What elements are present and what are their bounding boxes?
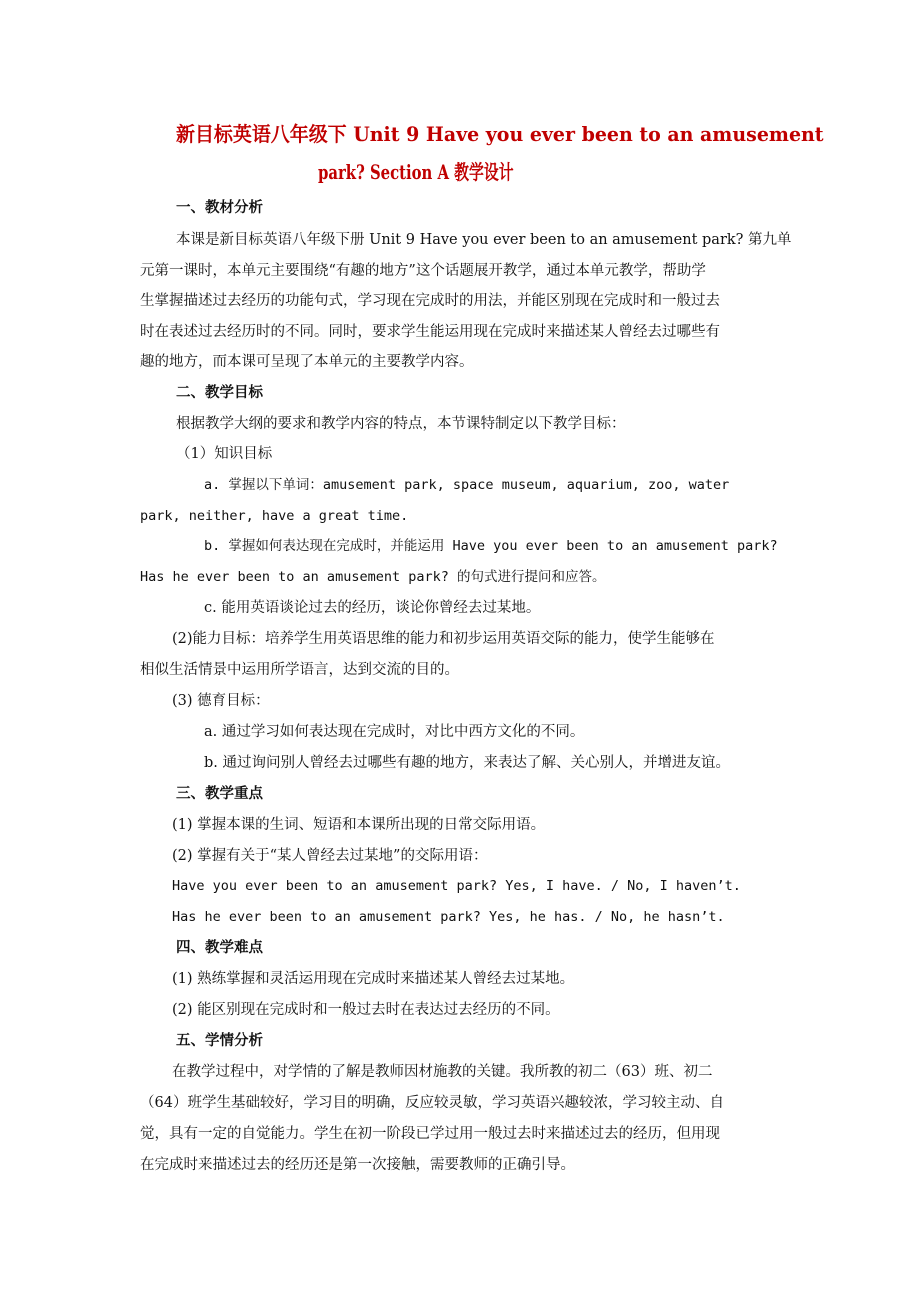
paragraph-line: Has he ever been to an amusement park? 的句式进行提问和应答。 <box>140 569 606 585</box>
paragraph-line: b. 通过询问别人曾经去过哪些有趣的地方，来表达了解、关心别人，并增进友谊。 <box>204 755 730 771</box>
paragraph-line: (2) 掌握有关于“某人曾经去过某地”的交际用语： <box>172 848 488 864</box>
paragraph-line: Has he ever been to an amusement park? Yes, he has. / No, he hasn’t. <box>172 909 725 925</box>
paragraph-line: 在教学过程中，对学情的了解是教师因材施教的关键。我所教的初二（63）班、初二 <box>172 1064 713 1080</box>
section-heading-key-points: 三、教学重点 <box>176 785 263 802</box>
paragraph-line: 生掌握描述过去经历的功能句式，学习现在完成时的用法，并能区别现在完成时和一般过去 <box>140 293 720 309</box>
section-heading-students: 五、学情分析 <box>176 1032 263 1049</box>
paragraph-line: a. 通过学习如何表达现在完成时，对比中西方文化的不同。 <box>204 724 585 740</box>
paragraph-line: c. 能用英语谈论过去的经历，谈论你曾经去过某地。 <box>204 600 541 616</box>
paragraph-line: （64）班学生基础较好，学习目的明确，反应较灵敏，学习英语兴趣较浓，学习较主动、自 <box>140 1095 724 1111</box>
section-heading-materials: 一、教材分析 <box>176 199 263 216</box>
subheading-moral: (3) 德育目标： <box>172 693 270 709</box>
document-title-line-1: 新目标英语八年级下 Unit 9 Have you ever been to an amusement <box>176 122 824 146</box>
paragraph-line: 本课是新目标英语八年级下册 Unit 9 Have you ever been to an amusement park? 第九单 <box>176 232 792 248</box>
paragraph-line: 根据教学大纲的要求和教学内容的特点，本节课特制定以下教学目标： <box>176 416 626 432</box>
subheading-knowledge: （1）知识目标 <box>176 446 273 462</box>
paragraph-line: 元第一课时，本单元主要围绕“有趣的地方”这个话题展开教学，通过本单元教学，帮助学 <box>140 263 706 279</box>
document-title-line-2: park? Section A 教学设计 <box>318 160 514 184</box>
paragraph-line: (2)能力目标：培养学生用英语思维的能力和初步运用英语交际的能力，使学生能够在 <box>172 631 715 647</box>
paragraph-line: (2) 能区别现在完成时和一般过去时在表达过去经历的不同。 <box>172 1002 560 1018</box>
paragraph-line: 趣的地方，而本课可呈现了本单元的主要教学内容。 <box>140 354 474 370</box>
paragraph-line: park, neither, have a great time. <box>140 508 409 524</box>
paragraph-line: 在完成时来描述过去的经历还是第一次接触，需要教师的正确引导。 <box>140 1157 575 1173</box>
paragraph-line: a. 掌握以下单词：amusement park, space museum, aquarium, zoo, water <box>204 477 730 493</box>
paragraph-line: (1) 掌握本课的生词、短语和本课所出现的日常交际用语。 <box>172 817 546 833</box>
paragraph-line: (1) 熟练掌握和灵活运用现在完成时来描述某人曾经去过某地。 <box>172 971 575 987</box>
paragraph-line: 觉，具有一定的自觉能力。学生在初一阶段已学过用一般过去时来描述过去的经历，但用现 <box>140 1126 720 1142</box>
section-heading-objectives: 二、教学目标 <box>176 384 263 401</box>
paragraph-line: 时在表述过去经历时的不同。同时，要求学生能运用现在完成时来描述某人曾经去过哪些有 <box>140 324 720 340</box>
paragraph-line: Have you ever been to an amusement park? Yes, I have. / No, I haven’t. <box>172 878 741 894</box>
section-heading-difficulties: 四、教学难点 <box>176 939 263 956</box>
paragraph-line: 相似生活情景中运用所学语言，达到交流的目的。 <box>140 662 459 678</box>
paragraph-line: b. 掌握如何表达现在完成时，并能运用 Have you ever been to an amusement park? <box>204 538 778 554</box>
